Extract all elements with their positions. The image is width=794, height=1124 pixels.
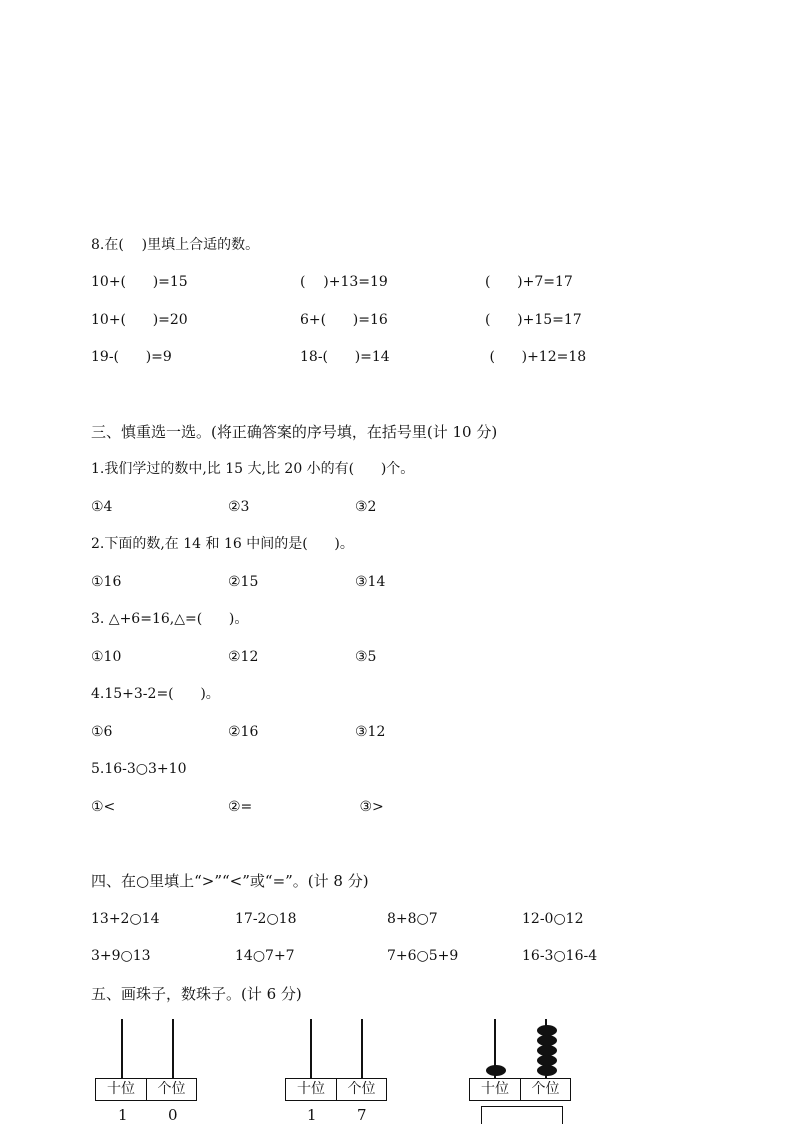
sec3-q5-opt3: ③> [355, 799, 384, 815]
sec3-q3: 3. △+6=16,△=( )。 [91, 611, 249, 627]
sec3-q5-opt2: ②= [228, 799, 253, 815]
bead [537, 1045, 557, 1056]
abacus-1-ones-label: 个位 [146, 1079, 196, 1100]
q8-r3-c3: ( )+12=18 [485, 349, 587, 365]
bead [537, 1035, 557, 1046]
bead [537, 1055, 557, 1066]
sec3-q1-opt3: ③2 [355, 499, 377, 515]
bead [537, 1065, 557, 1076]
abacus-1-ones-rod [172, 1019, 174, 1079]
abacus-2-ones-digit: 7 [357, 1106, 367, 1124]
sec3-q1-opt2: ②3 [228, 499, 250, 515]
sec3-q1-opt1: ①4 [91, 499, 113, 515]
sec3-q5: 5.16-3○3+10 [91, 761, 187, 777]
bead [486, 1065, 506, 1076]
sec4-r2-c1: 3+9○13 [91, 948, 151, 964]
sec3-q4-opt3: ③12 [355, 724, 386, 740]
sec3-q2-opt1: ①16 [91, 574, 122, 590]
abacus-3-place-value-box [469, 1078, 571, 1101]
abacus-1-tens-digit: 1 [118, 1106, 128, 1124]
sec3-q4: 4.15+3-2=( )。 [91, 686, 220, 702]
sec4-r1-c3: 8+8○7 [387, 911, 438, 927]
sec3-q1: 1.我们学过的数中,比 15 大,比 20 小的有( )个。 [91, 461, 415, 477]
q8-r1-c1: 10+( )=15 [91, 274, 188, 290]
sec3-q3-opt2: ②12 [228, 649, 259, 665]
bead [537, 1025, 557, 1036]
sec5-title: 五、画珠子，数珠子。(计 6 分) [91, 985, 302, 1003]
sec4-r1-c2: 17-2○18 [235, 911, 297, 927]
abacus-2-place-value-box [285, 1078, 387, 1101]
abacus-2-tens-digit: 1 [307, 1106, 317, 1124]
q8-r1-c3: ( )+7=17 [485, 274, 573, 290]
abacus-1-tens-rod [121, 1019, 123, 1079]
abacus-2-ones-rod [361, 1019, 363, 1079]
sec4-r1-c1: 13+2○14 [91, 911, 160, 927]
sec3-q2-opt3: ③14 [355, 574, 386, 590]
abacus-3-answer-box[interactable] [481, 1106, 563, 1124]
sec3-q2: 2.下面的数,在 14 和 16 中间的是( )。 [91, 536, 354, 552]
sec3-q2-opt2: ②15 [228, 574, 259, 590]
abacus-3-ones-label: 个位 [520, 1079, 570, 1100]
sec3-q4-opt1: ①6 [91, 724, 113, 740]
sec3-q4-opt2: ②16 [228, 724, 259, 740]
abacus-3-tens-label: 十位 [481, 1081, 509, 1097]
abacus-2-tens-label: 十位 [297, 1081, 325, 1097]
sec4-r1-c4: 12-0○12 [522, 911, 584, 927]
q8-r2-c3: ( )+15=17 [485, 312, 582, 328]
sec4-r2-c2: 14○7+7 [235, 948, 295, 964]
q8-r3-c2: 18-( )=14 [300, 349, 390, 365]
abacus-2-tens-rod [310, 1019, 312, 1079]
q8-r2-c1: 10+( )=20 [91, 312, 188, 328]
sec4-title: 四、在○里填上“>”“<”或“=”。(计 8 分) [91, 872, 369, 890]
q8-r3-c1: 19-( )=9 [91, 349, 172, 365]
sec4-r2-c3: 7+6○5+9 [387, 948, 459, 964]
sec4-r2-c4: 16-3○16-4 [522, 948, 598, 964]
q8-title: 8.在( )里填上合适的数。 [91, 237, 260, 253]
abacus-1-tens-label: 十位 [107, 1081, 135, 1097]
q8-r2-c2: 6+( )=16 [300, 312, 388, 328]
sec3-title: 三、慎重选一选。(将正确答案的序号填，在括号里(计 10 分) [91, 423, 498, 441]
abacus-1-ones-digit: 0 [168, 1106, 178, 1124]
sec3-q3-opt1: ①10 [91, 649, 122, 665]
sec3-q5-opt1: ①< [91, 799, 116, 815]
abacus-2-ones-label: 个位 [336, 1079, 386, 1100]
abacus-1-place-value-box [95, 1078, 197, 1101]
sec3-q3-opt3: ③5 [355, 649, 377, 665]
q8-r1-c2: ( )+13=19 [300, 274, 388, 290]
